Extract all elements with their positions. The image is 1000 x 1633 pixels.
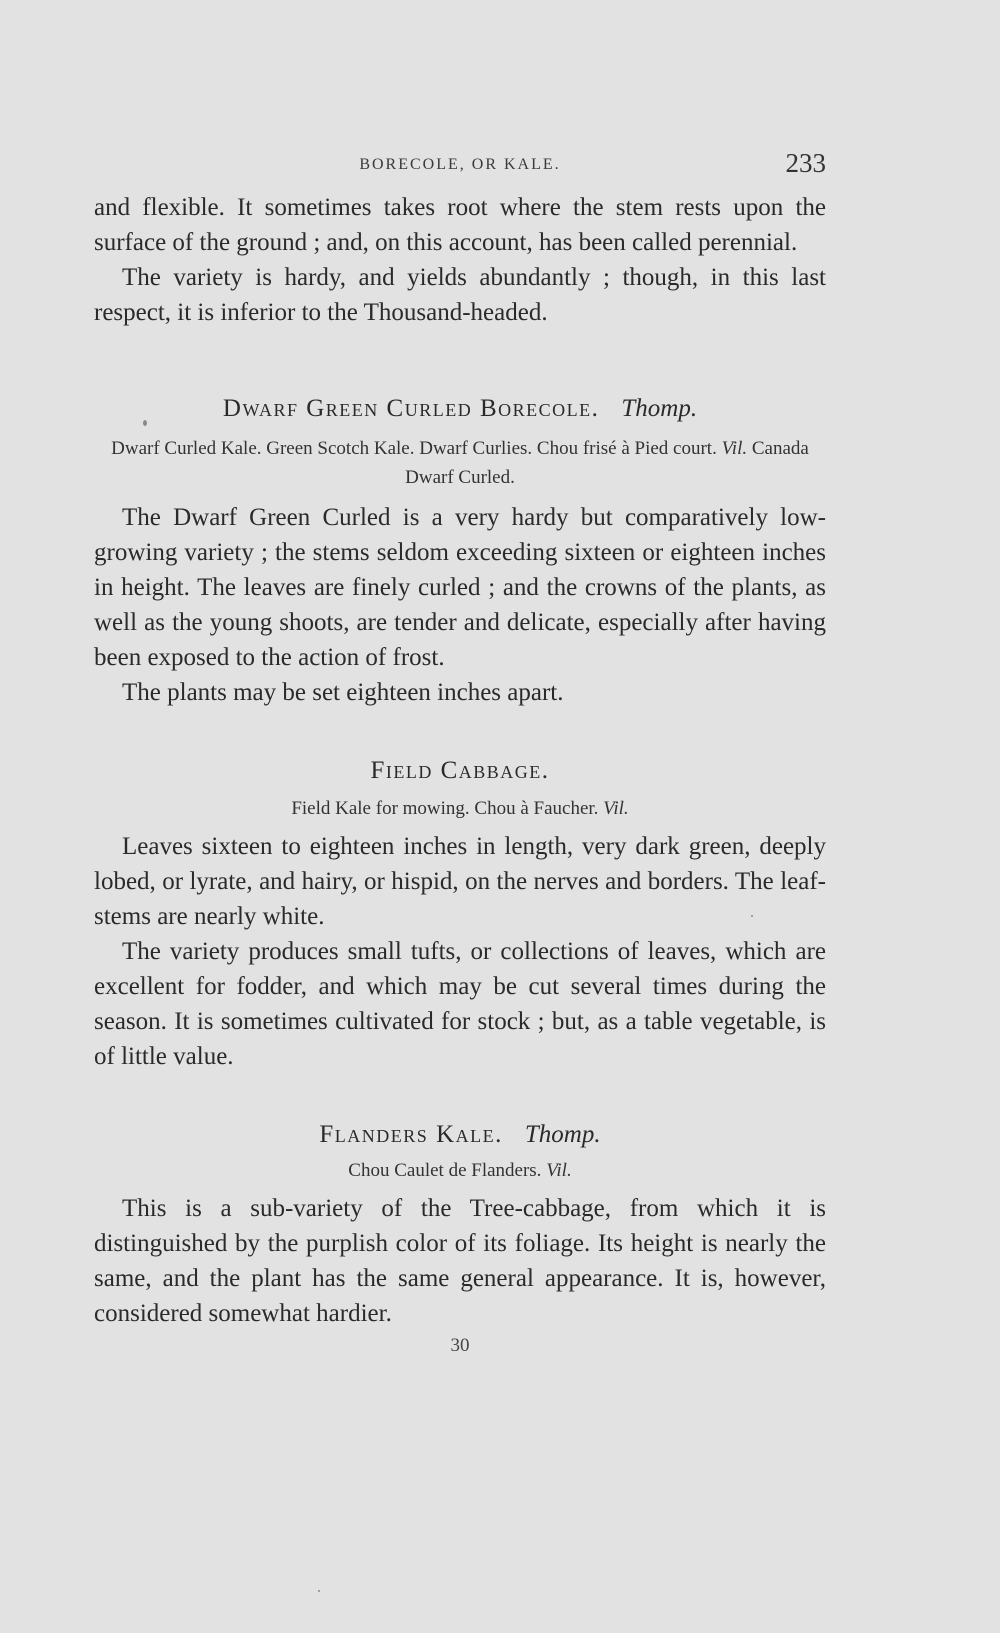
section-heading <box>94 392 826 426</box>
section-flanders-kale <box>94 1118 826 1331</box>
synonyms-text: Dwarf Curled Kale. Green Scotch Kale. Dwarf Curlies. Chou frisé à Pied court. <box>111 438 717 459</box>
running-title: BORECOLE, OR KALE. <box>359 156 561 173</box>
section-title: Flanders Kale. <box>319 1121 503 1148</box>
section-paragraph: This is a sub-variety of the Tree-cabbage, from which it is distinguished by the purplish color of its foliage. Its height is nearly the same, and the plant has the same general appearance. It is, however, considered somewhat hardier. <box>94 1195 826 1327</box>
section-authority: Thomp. <box>524 1121 601 1148</box>
page-speck <box>751 915 753 917</box>
section-heading <box>94 754 826 788</box>
section-body <box>94 829 826 1074</box>
page-speck <box>318 1590 320 1592</box>
signature-mark: 30 <box>450 1335 470 1356</box>
section-heading <box>94 1118 826 1152</box>
section-paragraph: The plants may be set eighteen inches apart. <box>122 679 564 706</box>
section-body <box>94 1191 826 1331</box>
intro-paragraph-2: The variety is hardy, and yields abundantly ; though, in this last respect, it is inferior to the Thousand-headed. <box>94 264 826 326</box>
section-dwarf-green-curled-borecole <box>94 392 826 710</box>
book-page <box>94 148 826 1357</box>
synonyms-authority: Vil. <box>721 438 748 459</box>
synonyms-authority: Vil. <box>603 798 629 819</box>
intro-paragraph-1: and flexible. It sometimes takes root where the stem rests upon the surface of the ground ; and, on this account, has been called perennial. <box>94 194 826 256</box>
synonyms-authority: Vil. <box>546 1160 572 1181</box>
section-synonyms <box>94 794 826 823</box>
section-field-cabbage <box>94 754 826 1074</box>
section-synonyms <box>94 434 826 492</box>
section-body <box>94 500 826 710</box>
running-head <box>94 148 826 188</box>
page-speck <box>143 420 147 426</box>
section-paragraph: The Dwarf Green Curled is a very hardy but comparatively low-growing variety ; the stems seldom exceeding sixteen or eighteen inches in height. The leaves are finely curled ; and the crowns of the plants, as well as the young shoots, are tender and delicate, especially after having been exposed to the action of frost. <box>94 504 826 671</box>
section-title: Field Cabbage. <box>370 757 550 784</box>
page-number: 233 <box>785 148 826 178</box>
section-paragraph: The variety produces small tufts, or collections of leaves, which are excellent for fodder, and which may be cut several times during the season. It is sometimes cultivated for stock ; but, as a table vegetable, is of little value. <box>94 938 826 1070</box>
section-synonyms <box>94 1156 826 1185</box>
section-title: Dwarf Green Curled Borecole. <box>222 395 600 422</box>
intro-text <box>94 190 826 330</box>
synonyms-text: Chou Caulet de Flanders. <box>348 1160 542 1181</box>
section-paragraph: Leaves sixteen to eighteen inches in length, very dark green, deeply lobed, or lyrate, and hairy, or hispid, on the nerves and borders. The leaf-stems are nearly white. <box>94 833 826 930</box>
synonyms-text: Field Kale for mowing. Chou à Faucher. <box>291 798 599 819</box>
section-authority: Thomp. <box>621 395 698 422</box>
synonyms-tail: Canada Dwarf Curled. <box>405 438 809 488</box>
